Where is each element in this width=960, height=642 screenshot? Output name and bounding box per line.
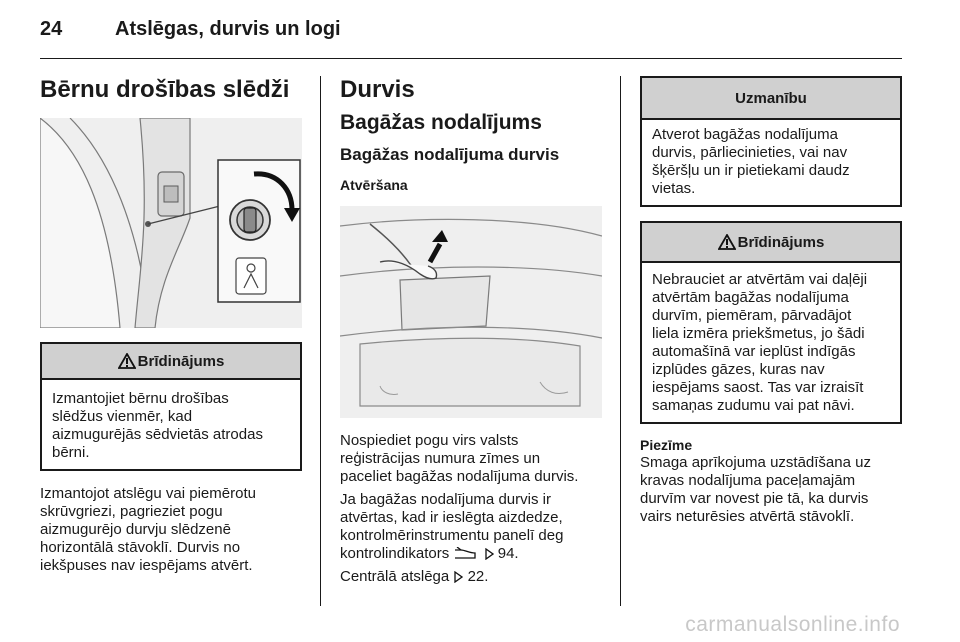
section-title-child-locks: Bērnu drošības slēdži xyxy=(40,76,290,103)
header-rule xyxy=(40,58,902,59)
caution-title: Uzmanību xyxy=(735,89,807,107)
child-lock-instructions xyxy=(40,485,302,575)
caution-line: šķēršļu un ir pietiekami daudz xyxy=(652,162,850,179)
column-notices xyxy=(640,76,902,526)
section-title-doors: Durvis xyxy=(340,76,415,103)
warning-line: automašīnā var ieplūst indīgās xyxy=(652,343,856,360)
warning-line: Nebrauciet ar atvērtām vai daļēji xyxy=(652,271,868,288)
child-lock-illustration xyxy=(40,118,302,328)
page-reference[interactable]: 22. xyxy=(467,568,489,585)
note-body xyxy=(640,454,902,526)
note-line: Smaga aprīkojuma uzstādīšana uz xyxy=(640,454,871,471)
column-child-locks xyxy=(40,76,302,575)
caution-line: durvis, pārliecinieties, vai nav xyxy=(652,144,848,161)
text-line xyxy=(340,545,602,563)
text-line: Nospiediet pogu virs valsts xyxy=(340,432,519,449)
note-line: kravas nodalījuma paceļamajām xyxy=(640,472,856,489)
warning-line: liela izmēra priekšmetus, jo šādi xyxy=(652,325,865,342)
text-line: kontrolmērinstrumentu panelī deg xyxy=(340,527,564,544)
warning-line: atvērtām bagāžas nodalījuma xyxy=(652,289,849,306)
warning-line: durvīm, piemēram, pārvadājot xyxy=(652,307,852,324)
text-line: skrūvgriezi, pagrieziet pogu xyxy=(40,503,223,520)
warning-line: izplūdes gāzes, kuras nav xyxy=(652,361,825,378)
warning-line: Izmantojiet bērnu drošības xyxy=(52,390,229,407)
subsection-title-opening: Atvēršana xyxy=(340,177,408,193)
text-line: Ja bagāžas nodalījuma durvis ir xyxy=(340,491,551,508)
text-line: horizontālā stāvoklī. Durvis no xyxy=(40,539,241,556)
tailgate-open-instructions xyxy=(340,432,602,486)
warning-title: Brīdinājums xyxy=(737,233,825,251)
tailgate-drawing xyxy=(340,206,602,418)
tailgate-open-indicator-icon xyxy=(453,547,479,561)
page-header xyxy=(40,14,902,50)
text-line: reģistrācijas numura zīmes un xyxy=(340,450,541,467)
central-lock-reference xyxy=(340,568,602,586)
warning-line: aizmugurējās sēdvietās atrodas xyxy=(52,426,263,443)
note-line: vairs neturēsies atvērtā stāvoklī. xyxy=(640,508,855,525)
column-divider-1 xyxy=(320,76,321,606)
caution-header xyxy=(642,78,900,120)
warning-title: Brīdinājums xyxy=(137,352,225,370)
page-reference-icon xyxy=(453,571,463,583)
warning-body xyxy=(642,263,900,422)
reference-text: Centrālā atslēga xyxy=(340,568,450,585)
note-block xyxy=(640,436,902,526)
caution-line: Atverot bagāžas nodalījuma xyxy=(652,126,838,143)
indicator-text: kontrolindikators xyxy=(340,545,450,562)
child-lock-warning-box xyxy=(40,342,302,471)
tailgate-warning-box xyxy=(640,221,902,424)
text-line: Izmantojot atslēgu vai piemērotu xyxy=(40,485,256,502)
warning-line: samaņas zudumu vai pat nāvi. xyxy=(652,397,855,414)
subsection-title-tailgate: Bagāžas nodalījuma durvis xyxy=(340,145,560,164)
caution-line: vietas. xyxy=(652,180,696,197)
site-watermark: carmanualsonline.info xyxy=(685,613,900,636)
column-divider-2 xyxy=(620,76,621,606)
warning-line: bērni. xyxy=(52,444,90,461)
warning-header xyxy=(642,223,900,263)
tailgate-illustration xyxy=(340,206,602,418)
warning-triangle-icon xyxy=(118,353,136,369)
text-line: paceliet bagāžas nodalījuma durvis. xyxy=(340,468,579,485)
text-line: aizmugurējo durvju slēdzenē xyxy=(40,521,231,538)
note-line: durvīm var novest pie tā, ka durvis xyxy=(640,490,869,507)
tailgate-indicator-paragraph xyxy=(340,491,602,563)
caution-body xyxy=(642,120,900,205)
text-line: iekšpuses nav iespējams atvērt. xyxy=(40,557,253,574)
child-lock-drawing xyxy=(40,118,302,328)
text-line: atvērtas, kad ir ieslēgta aizdedze, xyxy=(340,509,563,526)
note-label: Piezīme xyxy=(640,437,693,453)
warning-line: slēdžus vienmēr, kad xyxy=(52,408,193,425)
column-doors xyxy=(340,76,602,586)
warning-triangle-icon xyxy=(718,234,736,250)
page-reference-icon xyxy=(484,548,494,560)
page-number: 24 xyxy=(40,18,63,40)
page-reference[interactable]: 94. xyxy=(497,545,519,562)
warning-header xyxy=(42,344,300,380)
warning-body xyxy=(42,380,300,469)
subsection-title-luggage: Bagāžas nodalījums xyxy=(340,111,542,134)
warning-line: iespējams saost. Tas var izraisīt xyxy=(652,379,864,396)
caution-box xyxy=(640,76,902,207)
chapter-title: Atslēgas, durvis un logi xyxy=(115,18,341,40)
